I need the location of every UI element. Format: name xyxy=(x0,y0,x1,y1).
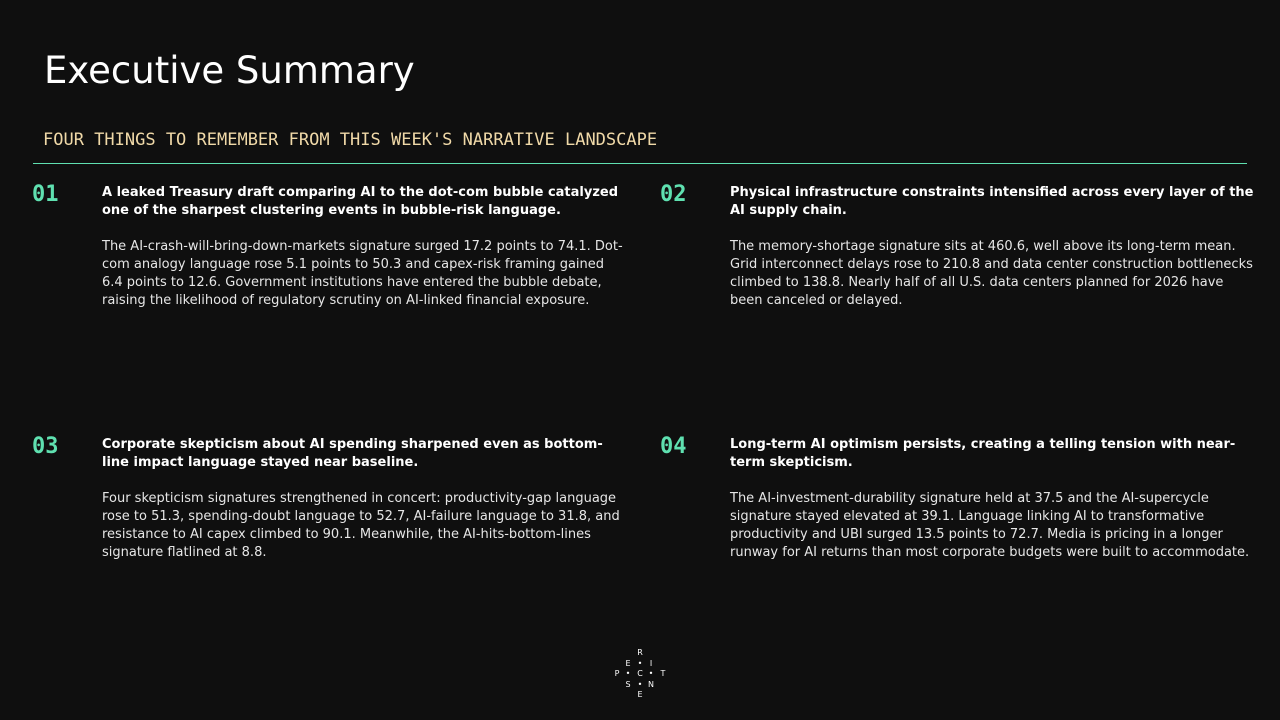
item-body: The AI-crash-will-bring-down-markets signature surged 17.2 points to 74.1. Dot-com analogy language rose 5.1 points to 50.3 and capex-risk framing gained 6.4 points to 12.6. Government institutions have entered the bubble debate, raising the likelihood of regulatory scrutiny on AI-linked financial exposure. xyxy=(102,239,623,308)
divider xyxy=(33,163,1247,164)
item-body: The AI-investment-durability signature held at 37.5 and the AI-supercycle signature stayed elevated at 39.1. Language linking AI to transformative productivity and UBI surged 13.5 points to 72.7. Media is pricing in a longer runway for AI returns than most corporate budgets were built to accommodate. xyxy=(730,491,1250,560)
summary-item-4 xyxy=(660,434,1260,562)
logo-letter: T xyxy=(660,669,666,678)
logo-letter: E xyxy=(625,659,631,668)
item-headline: Corporate skepticism about AI spending sharpened even as bottom-line impact language stayed near baseline. xyxy=(102,437,603,470)
item-number: 03 xyxy=(32,434,59,459)
logo-letter: R xyxy=(637,648,643,657)
logo-dot: • xyxy=(637,659,643,668)
item-number: 01 xyxy=(32,182,59,207)
logo-dot: • xyxy=(648,669,654,678)
logo xyxy=(612,646,668,702)
summary-item-3 xyxy=(32,434,627,562)
item-number: 04 xyxy=(660,434,687,459)
summary-item-2 xyxy=(660,182,1255,310)
logo-letter: P xyxy=(614,669,620,678)
logo-letter: C xyxy=(637,669,643,678)
item-headline: A leaked Treasury draft comparing AI to the dot-com bubble catalyzed one of the sharpest clustering events in bubble-risk language. xyxy=(102,185,619,218)
item-number: 02 xyxy=(660,182,687,207)
summary-item-1 xyxy=(32,182,627,310)
item-body: The memory-shortage signature sits at 460.6, well above its long-term mean. Grid interconnect delays rose to 210.8 and data center construction bottlenecks climbed to 138.8. Nearly half of all U.S. data centers planned for 2026 have been canceled or delayed. xyxy=(730,239,1253,308)
item-body: Four skepticism signatures strengthened in concert: productivity-gap language rose to 51.3, spending-doubt language to 52.7, AI-failure language to 31.8, and resistance to AI capex climbed to 90.1. Meanwhile, the AI-hits-bottom-lines signature flatlined at 8.8. xyxy=(102,491,620,560)
item-headline: Physical infrastructure constraints intensified across every layer of the AI supply chain. xyxy=(730,185,1254,218)
logo-letter: N xyxy=(648,680,654,689)
logo-letter: E xyxy=(637,690,643,699)
logo-dot: • xyxy=(625,669,631,678)
page-title: Executive Summary xyxy=(44,49,415,92)
logo-letter: S xyxy=(625,680,631,689)
logo-letter: I xyxy=(649,659,653,668)
item-headline: Long-term AI optimism persists, creating a telling tension with near-term skepticism. xyxy=(730,437,1236,470)
page-subtitle: FOUR THINGS TO REMEMBER FROM THIS WEEK'S NARRATIVE LANDSCAPE xyxy=(43,130,658,150)
logo-dot: • xyxy=(637,680,643,689)
